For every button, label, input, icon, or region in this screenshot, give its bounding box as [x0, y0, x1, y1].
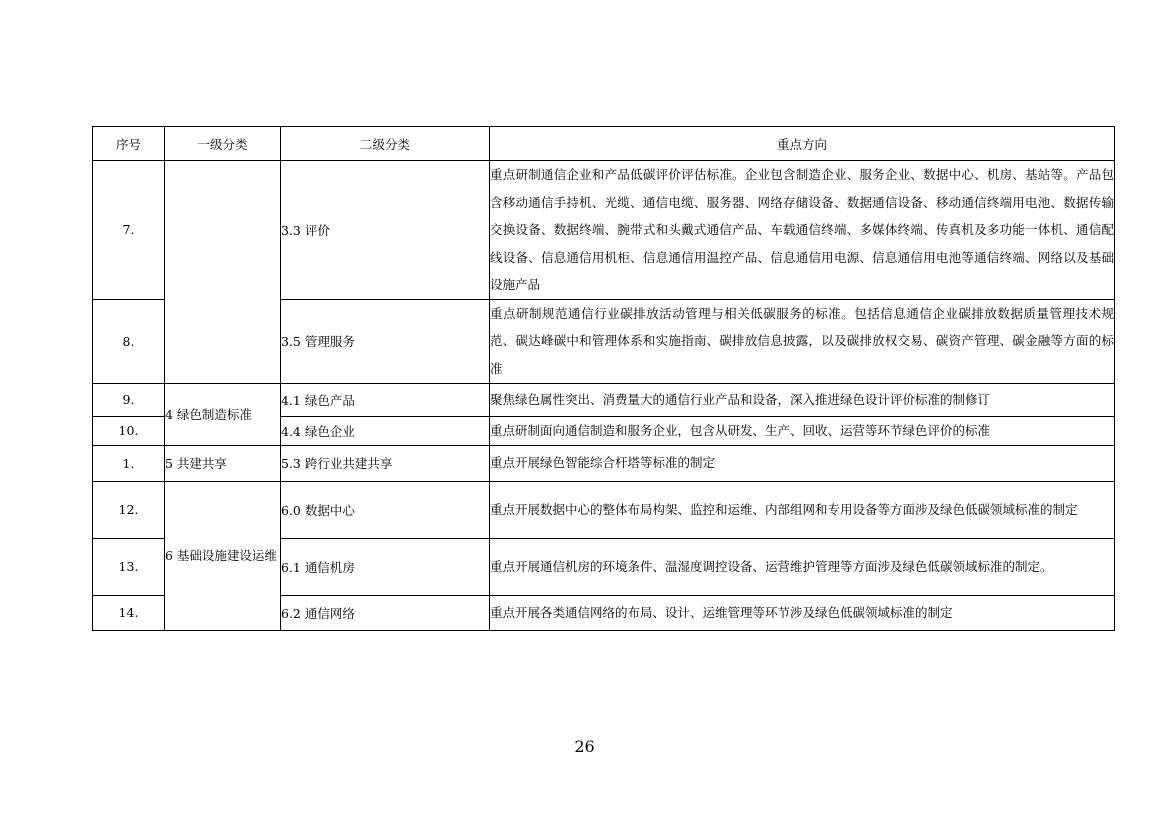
row-level2: 5.3 跨行业共建共享 — [281, 445, 490, 481]
row-level1: 4 绿色制造标准 — [165, 383, 281, 445]
row-seq: 10. — [93, 416, 165, 445]
table-row — [93, 383, 1115, 416]
header-level2: 二级分类 — [281, 127, 490, 161]
row-level2: 4.1 绿色产品 — [281, 383, 490, 416]
row-focus: 重点开展绿色智能综合杆塔等标准的制定 — [490, 445, 1115, 481]
header-level1: 一级分类 — [165, 127, 281, 161]
table-row — [93, 481, 1115, 538]
table-row — [93, 161, 1115, 300]
row-focus: 重点开展各类通信网络的布局、设计、运维管理等环节涉及绿色低碳领域标准的制定 — [490, 595, 1115, 630]
row-level1: 5 共建共享 — [165, 445, 281, 481]
row-level2: 3.5 管理服务 — [281, 299, 490, 383]
row-level1 — [165, 161, 281, 384]
row-level2: 6.2 通信网络 — [281, 595, 490, 630]
row-seq: 14. — [93, 595, 165, 630]
row-focus: 重点研制规范通信行业碳排放活动管理与相关低碳服务的标准。包括信息通信企业碳排放数据质量管理技术规范、碳达峰碳中和管理体系和实施指南、碳排放信息披露，以及碳排放权交易、碳资产管理、碳金融等方面的标准 — [490, 299, 1115, 383]
row-seq: 8. — [93, 299, 165, 383]
row-seq: 7. — [93, 161, 165, 300]
row-level2: 4.4 绿色企业 — [281, 416, 490, 445]
row-level2: 6.1 通信机房 — [281, 538, 490, 595]
row-focus: 重点开展通信机房的环境条件、温湿度调控设备、运营维护管理等方面涉及绿色低碳领域标准的制定。 — [490, 538, 1115, 595]
page-number: 26 — [574, 737, 595, 756]
row-level1: 6 基础设施建设运维 — [165, 481, 281, 630]
table-header-row — [93, 127, 1115, 161]
table-row — [93, 445, 1115, 481]
row-level2: 3.3 评价 — [281, 161, 490, 300]
row-seq: 13. — [93, 538, 165, 595]
row-level2: 6.0 数据中心 — [281, 481, 490, 538]
row-focus: 重点开展数据中心的整体布局构架、监控和运维、内部组网和专用设备等方面涉及绿色低碳领域标准的制定 — [490, 481, 1115, 538]
header-focus: 重点方向 — [490, 127, 1115, 161]
header-seq: 序号 — [93, 127, 165, 161]
standards-table — [92, 126, 1115, 631]
row-focus: 聚焦绿色属性突出、消费量大的通信行业产品和设备，深入推进绿色设计评价标准的制修订 — [490, 383, 1115, 416]
row-focus: 重点研制面向通信制造和服务企业，包含从研发、生产、回收、运营等环节绿色评价的标准 — [490, 416, 1115, 445]
row-seq: 12. — [93, 481, 165, 538]
row-seq: 1. — [93, 445, 165, 481]
row-seq: 9. — [93, 383, 165, 416]
row-focus: 重点研制通信企业和产品低碳评价评估标准。企业包含制造企业、服务企业、数据中心、机房、基站等。产品包含移动通信手持机、光缆、通信电缆、服务器、网络存储设备、数据通信设备、移动通信终端用电池、数据传输交换设备、数据终端、腕带式和头戴式通信产品、车载通信终端、多媒体终端、传真机及多功能一体机、通信配线设备、信息通信用机柜、信息通信用温控产品、信息通信用电源、信息通信用电池等通信终端、网络以及基础设施产品 — [490, 161, 1115, 300]
